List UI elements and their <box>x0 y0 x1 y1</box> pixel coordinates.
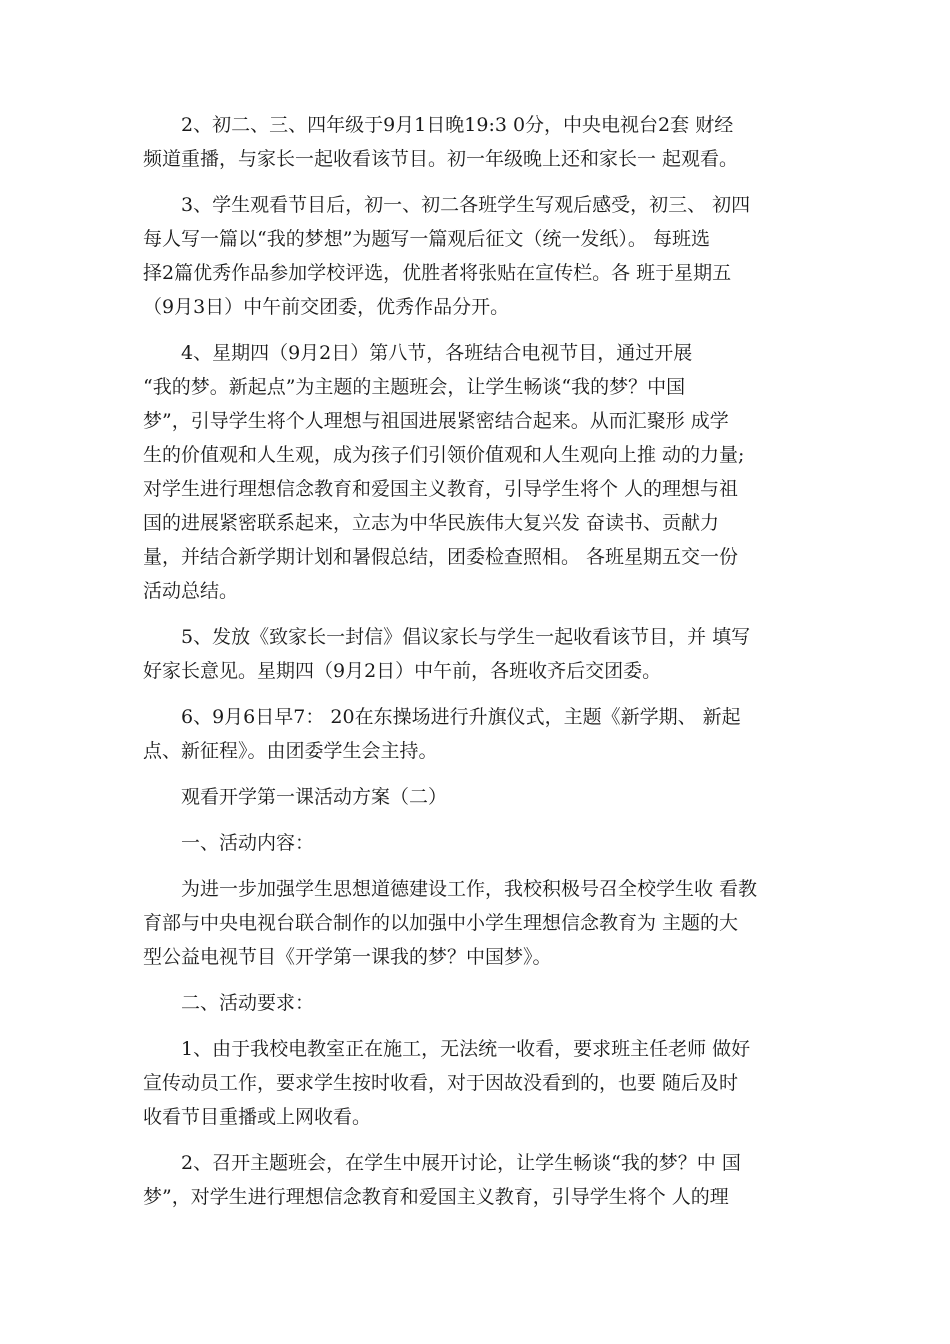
text-line: 收看节目重播或上网收看。 <box>143 1106 372 1128</box>
text-line: 活动总结。 <box>143 580 239 602</box>
paragraph-item-5 <box>143 620 833 688</box>
paragraph-requirement-2 <box>143 1146 833 1214</box>
text-line: 型公益电视节目《开学第一课我的梦？中国梦》。 <box>143 946 552 968</box>
text-line: （9月3日）中午前交团委，优秀作品分开。 <box>143 296 510 318</box>
paragraph-item-2 <box>143 108 833 176</box>
text-line: 点、新征程》。由团委学生会主持。 <box>143 740 438 762</box>
text-line: 育部与中央电视台联合制作的以加强中小学生理想信念教育为 主题的大 <box>143 912 739 934</box>
section-title: 观看开学第一课活动方案（二） <box>181 786 448 808</box>
text-line: 5、发放《致家长一封信》倡议家长与学生一起收看该节目，并 填写 <box>181 626 751 648</box>
paragraph-item-4 <box>143 336 833 608</box>
document-body <box>143 108 833 1226</box>
paragraph-requirement-1 <box>143 1032 833 1134</box>
text-line: 2、初二、三、四年级于9月1日晚19:3 0分，中央电视台2套 财经 <box>181 114 734 136</box>
text-line: 为进一步加强学生思想道德建设工作，我校积极号召全校学生收 看教 <box>181 878 758 900</box>
text-line: 频道重播，与家长一起收看该节目。初一年级晚上还和家长一 起观看。 <box>143 148 739 170</box>
text-line: 国的进展紧密联系起来，立志为中华民族伟大复兴发 奋读书、贡献力 <box>143 512 720 534</box>
paragraph-item-3 <box>143 188 833 324</box>
section-heading-requirements: 二、活动要求： <box>181 992 315 1014</box>
text-line: 梦”，引导学生将个人理想与祖国进展紧密结合起来。从而汇聚形 成学 <box>143 410 729 432</box>
text-line: 每人写一篇以“我的梦想”为题写一篇观后征文（统一发纸）。 每班选 <box>143 228 710 250</box>
text-line: 4、星期四（9月2日）第八节，各班结合电视节目，通过开展 <box>181 342 693 364</box>
paragraph-content <box>143 872 833 974</box>
section-heading-content: 一、活动内容： <box>181 832 315 854</box>
text-line: 3、学生观看节目后，初一、初二各班学生写观后感受，初三、 初四 <box>181 194 751 216</box>
text-line: 择2篇优秀作品参加学校评选，优胜者将张贴在宣传栏。各 班于星期五 <box>143 262 732 284</box>
text-line: “我的梦。新起点”为主题的主题班会，让学生畅谈“我的梦？中国 <box>143 376 686 398</box>
text-line: 6、9月6日早7： 20在东操场进行升旗仪式，主题《新学期、 新起 <box>181 706 741 728</box>
text-line: 宣传动员工作，要求学生按时收看，对于因故没看到的，也要 随后及时 <box>143 1072 739 1094</box>
text-line: 1、由于我校电教室正在施工，无法统一收看，要求班主任老师 做好 <box>181 1038 751 1060</box>
text-line: 2、召开主题班会，在学生中展开讨论，让学生畅谈“我的梦？中 国 <box>181 1152 741 1174</box>
text-line: 对学生进行理想信念教育和爱国主义教育，引导学生将个 人的理想与祖 <box>143 478 739 500</box>
paragraph-item-6 <box>143 700 833 768</box>
text-line: 梦”，对学生进行理想信念教育和爱国主义教育，引导学生将个 人的理 <box>143 1186 729 1208</box>
text-line: 生的价值观和人生观，成为孩子们引领价值观和人生观向上推 动的力量; <box>143 444 745 466</box>
text-line: 量，并结合新学期计划和暑假总结，团委检查照相。 各班星期五交一份 <box>143 546 739 568</box>
text-line: 好家长意见。星期四（9月2日）中午前，各班收齐后交团委。 <box>143 660 662 682</box>
